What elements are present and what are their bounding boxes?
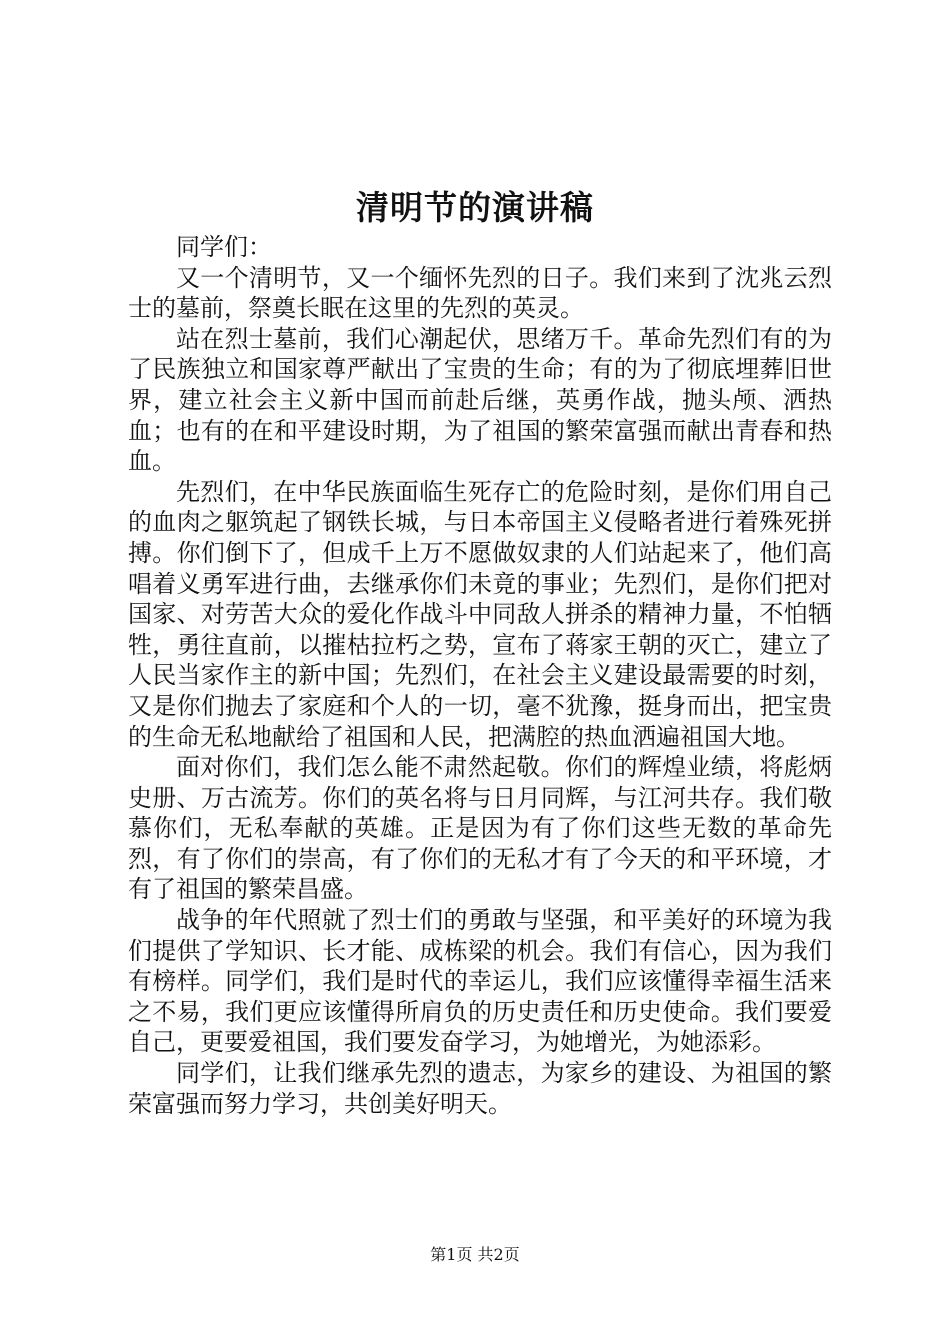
body-paragraph: 同学们，让我们继承先烈的遗志，为家乡的建设、为祖国的繁荣富强而努力学习，共创美好明天。 [128, 1059, 832, 1118]
salutation-paragraph: 同学们： [176, 233, 272, 261]
body-paragraph: 又一个清明节，又一个缅怀先烈的日子。我们来到了沈兆云烈士的墓前，祭奠长眠在这里的先烈的英灵。 [128, 263, 832, 323]
page-number-footer: 第1页 共2页 [430, 1245, 520, 1264]
body-paragraph: 站在烈士墓前，我们心潮起伏，思绪万千。革命先烈们有的为了民族独立和国家尊严献出了宝贵的生命；有的为了彻底埋葬旧世界，建立社会主义新中国而前赴后继，英勇作战，抛头颅、洒热血；也有的在和平建设时期，为了祖国的繁荣富强而献出青春和热血。 [128, 324, 832, 476]
body-paragraph: 战争的年代照就了烈士们的勇敢与坚强，和平美好的环境为我们提供了学知识、长才能、成栋梁的机会。我们有信心，因为我们有榜样。同学们，我们是时代的幸运儿，我们应该懂得幸福生活来之不易，我们更应该懂得所肩负的历史责任和历史使命。我们要爱自己，更要爱祖国，我们要发奋学习，为她增光，为她添彩。 [128, 906, 832, 1057]
body-paragraph: 面对你们，我们怎么能不肃然起敬。你们的辉煌业绩，将彪炳史册、万古流芳。你们的英名将与日月同辉，与江河共存。我们敬慕你们，无私奉献的英雄。正是因为有了你们这些无数的革命先烈，有了你们的崇高，有了你们的无私才有了今天的和平环境，才有了祖国的繁荣昌盛。 [128, 753, 832, 904]
document-body [128, 232, 832, 1119]
document-title: 清明节的演讲稿 [356, 188, 594, 227]
body-paragraph: 先烈们，在中华民族面临生死存亡的危险时刻，是你们用自己的血肉之躯筑起了钢铁长城，与日本帝国主义侵略者进行着殊死拼搏。你们倒下了，但成千上万不愿做奴隶的人们站起来了，他们高唱着义勇军进行曲，去继承你们未竟的事业；先烈们，是你们把对国家、对劳苦大众的爱化作战斗中同敌人拼杀的精神力量，不怕牺牲，勇往直前，以摧枯拉朽之势，宣布了蒋家王朝的灭亡，建立了人民当家作主的新中国；先烈们，在社会主义建设最需要的时刻，又是你们抛去了家庭和个人的一切，毫不犹豫，挺身而出，把宝贵的生命无私地献给了祖国和人民，把满腔的热血洒遍祖国大地。 [128, 477, 832, 751]
